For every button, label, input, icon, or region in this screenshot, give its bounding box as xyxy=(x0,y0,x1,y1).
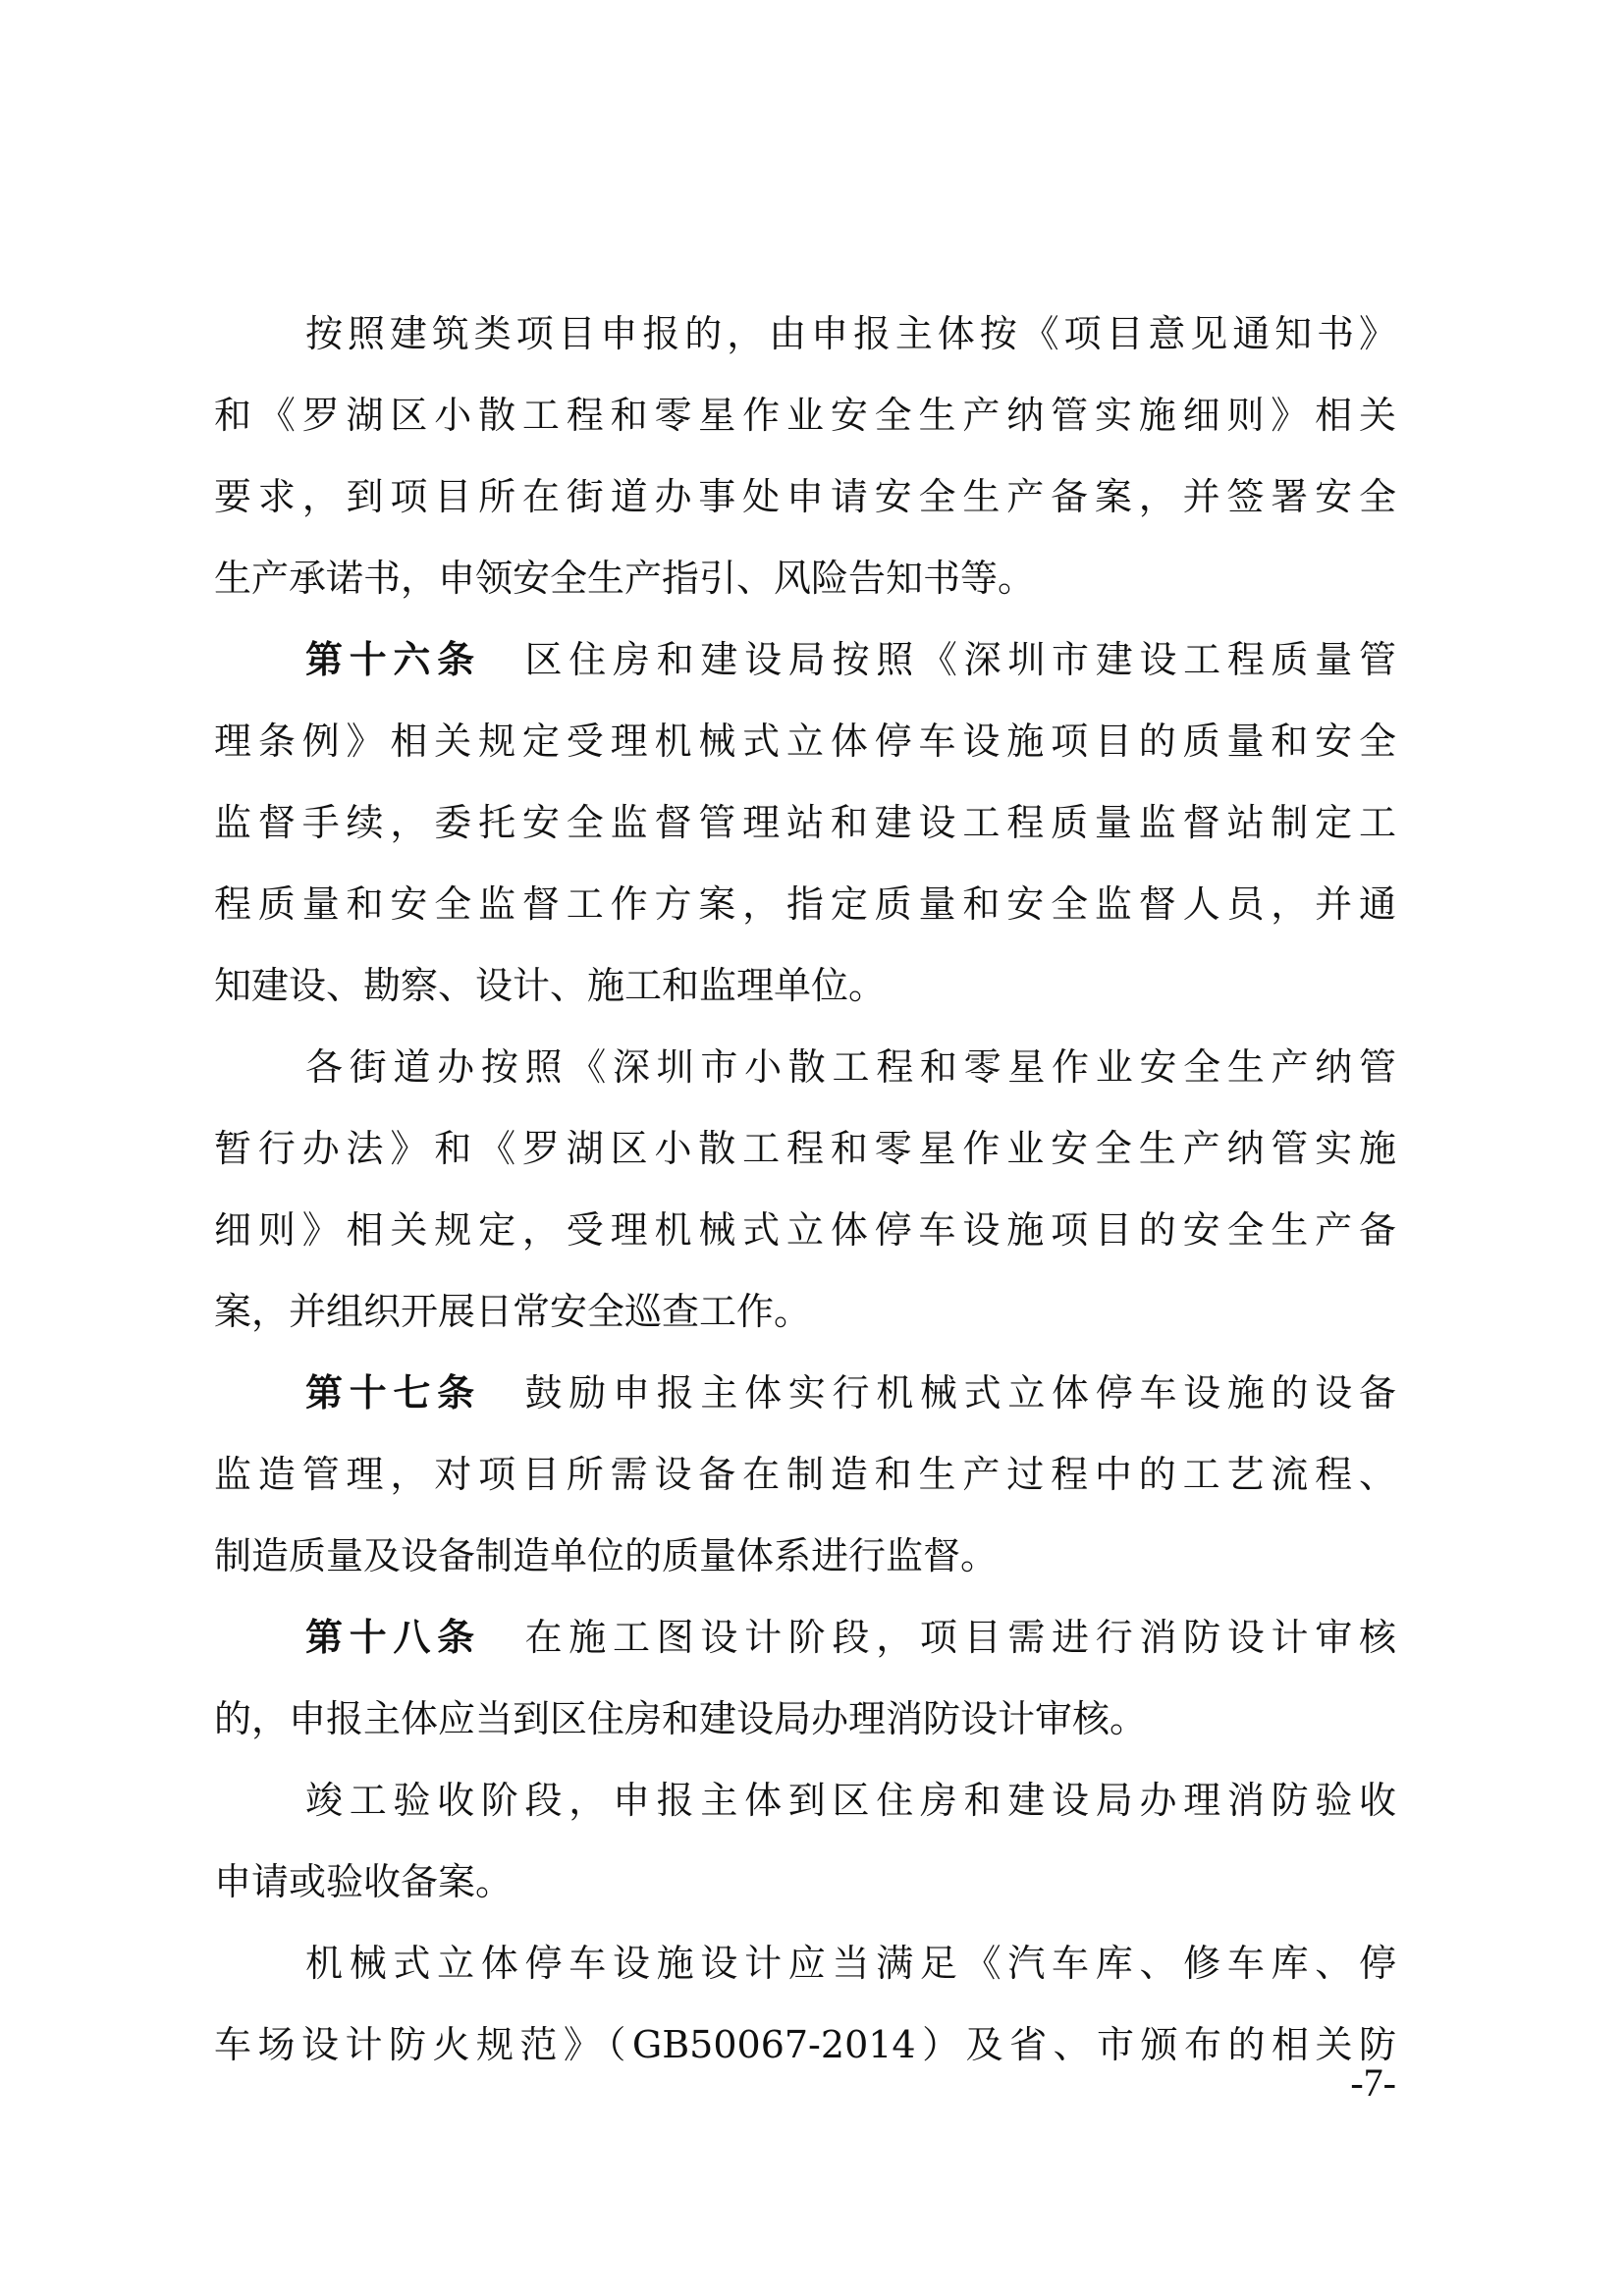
article-17-line-1 xyxy=(305,1358,1396,1428)
line-text: 制造质量及设备制造单位的质量体系进行监督。 xyxy=(214,1534,999,1577)
line-text: 和《罗湖区小散工程和零星作业安全生产纳管实施细则》相关 xyxy=(214,394,1396,437)
line-text: 要求，到项目所在街道办事处申请安全生产备案，并签署安全 xyxy=(214,475,1396,518)
article-heading: 第十六条 xyxy=(305,638,481,681)
line-text: 区住房和建设局按照《深圳市建设工程质量管 xyxy=(524,638,1396,681)
paragraph-3-line-4 xyxy=(214,1276,1396,1347)
paragraph-6-line-1 xyxy=(305,1765,1396,1836)
paragraph-1-line-1 xyxy=(305,298,1396,369)
line-text: 监造管理，对项目所需设备在制造和生产过程中的工艺流程、 xyxy=(214,1453,1396,1496)
line-text: 竣工验收阶段，申报主体到区住房和建设局办理消防验收 xyxy=(305,1779,1396,1822)
line-text: 案，并组织开展日常安全巡查工作。 xyxy=(214,1290,812,1333)
line-text: 申请或验收备案。 xyxy=(214,1860,514,1903)
article-16-line-5 xyxy=(214,950,1396,1021)
article-16-line-2 xyxy=(214,706,1396,776)
paragraph-7-line-2 xyxy=(214,2009,1396,2080)
line-text: 机械式立体停车设施设计应当满足《汽车库、修车库、停 xyxy=(305,1942,1396,1985)
article-18-line-1 xyxy=(305,1602,1396,1673)
line-text: 细则》相关规定，受理机械式立体停车设施项目的安全生产备 xyxy=(214,1208,1396,1252)
article-16-line-3 xyxy=(214,787,1396,858)
line-text: 监督手续，委托安全监督管理站和建设工程质量监督站制定工 xyxy=(214,801,1396,844)
line-text: 暂行办法》和《罗湖区小散工程和零星作业安全生产纳管实施 xyxy=(214,1127,1396,1170)
article-18-line-2 xyxy=(214,1683,1396,1754)
paragraph-6-line-2 xyxy=(214,1846,1396,1917)
paragraph-1-line-4 xyxy=(214,543,1396,614)
line-text: 车场设计防火规范》（GB50067-2014）及省、市颁布的相关防 xyxy=(214,2023,1396,2066)
article-16-line-1 xyxy=(305,624,1396,695)
line-text: 在施工图设计阶段，项目需进行消防设计审核 xyxy=(524,1616,1396,1659)
article-17-line-3 xyxy=(214,1521,1396,1591)
page-number: -7- xyxy=(1350,2060,1396,2105)
article-16-line-4 xyxy=(214,869,1396,939)
paragraph-1-line-2 xyxy=(214,380,1396,451)
line-text: 的，申报主体应当到区住房和建设局办理消防设计审核。 xyxy=(214,1697,1148,1740)
paragraph-3-line-3 xyxy=(214,1195,1396,1265)
line-text: 各街道办按照《深圳市小散工程和零星作业安全生产纳管 xyxy=(305,1045,1396,1089)
line-text: 知建设、勘察、设计、施工和监理单位。 xyxy=(214,964,887,1007)
paragraph-1-line-3 xyxy=(214,461,1396,532)
article-heading: 第十八条 xyxy=(305,1616,481,1659)
paragraph-3-line-1 xyxy=(305,1032,1396,1102)
line-text: 生产承诺书，申领安全生产指引、风险告知书等。 xyxy=(214,557,1036,600)
article-heading: 第十七条 xyxy=(305,1371,481,1415)
article-17-line-2 xyxy=(214,1439,1396,1510)
line-text: 程质量和安全监督工作方案，指定质量和安全监督人员，并通 xyxy=(214,882,1396,926)
line-text: 鼓励申报主体实行机械式立体停车设施的设备 xyxy=(524,1371,1396,1415)
paragraph-3-line-2 xyxy=(214,1113,1396,1184)
line-text: 理条例》相关规定受理机械式立体停车设施项目的质量和安全 xyxy=(214,720,1396,763)
paragraph-7-line-1 xyxy=(305,1928,1396,1999)
line-text: 按照建筑类项目申报的，由申报主体按《项目意见通知书》 xyxy=(305,312,1396,355)
